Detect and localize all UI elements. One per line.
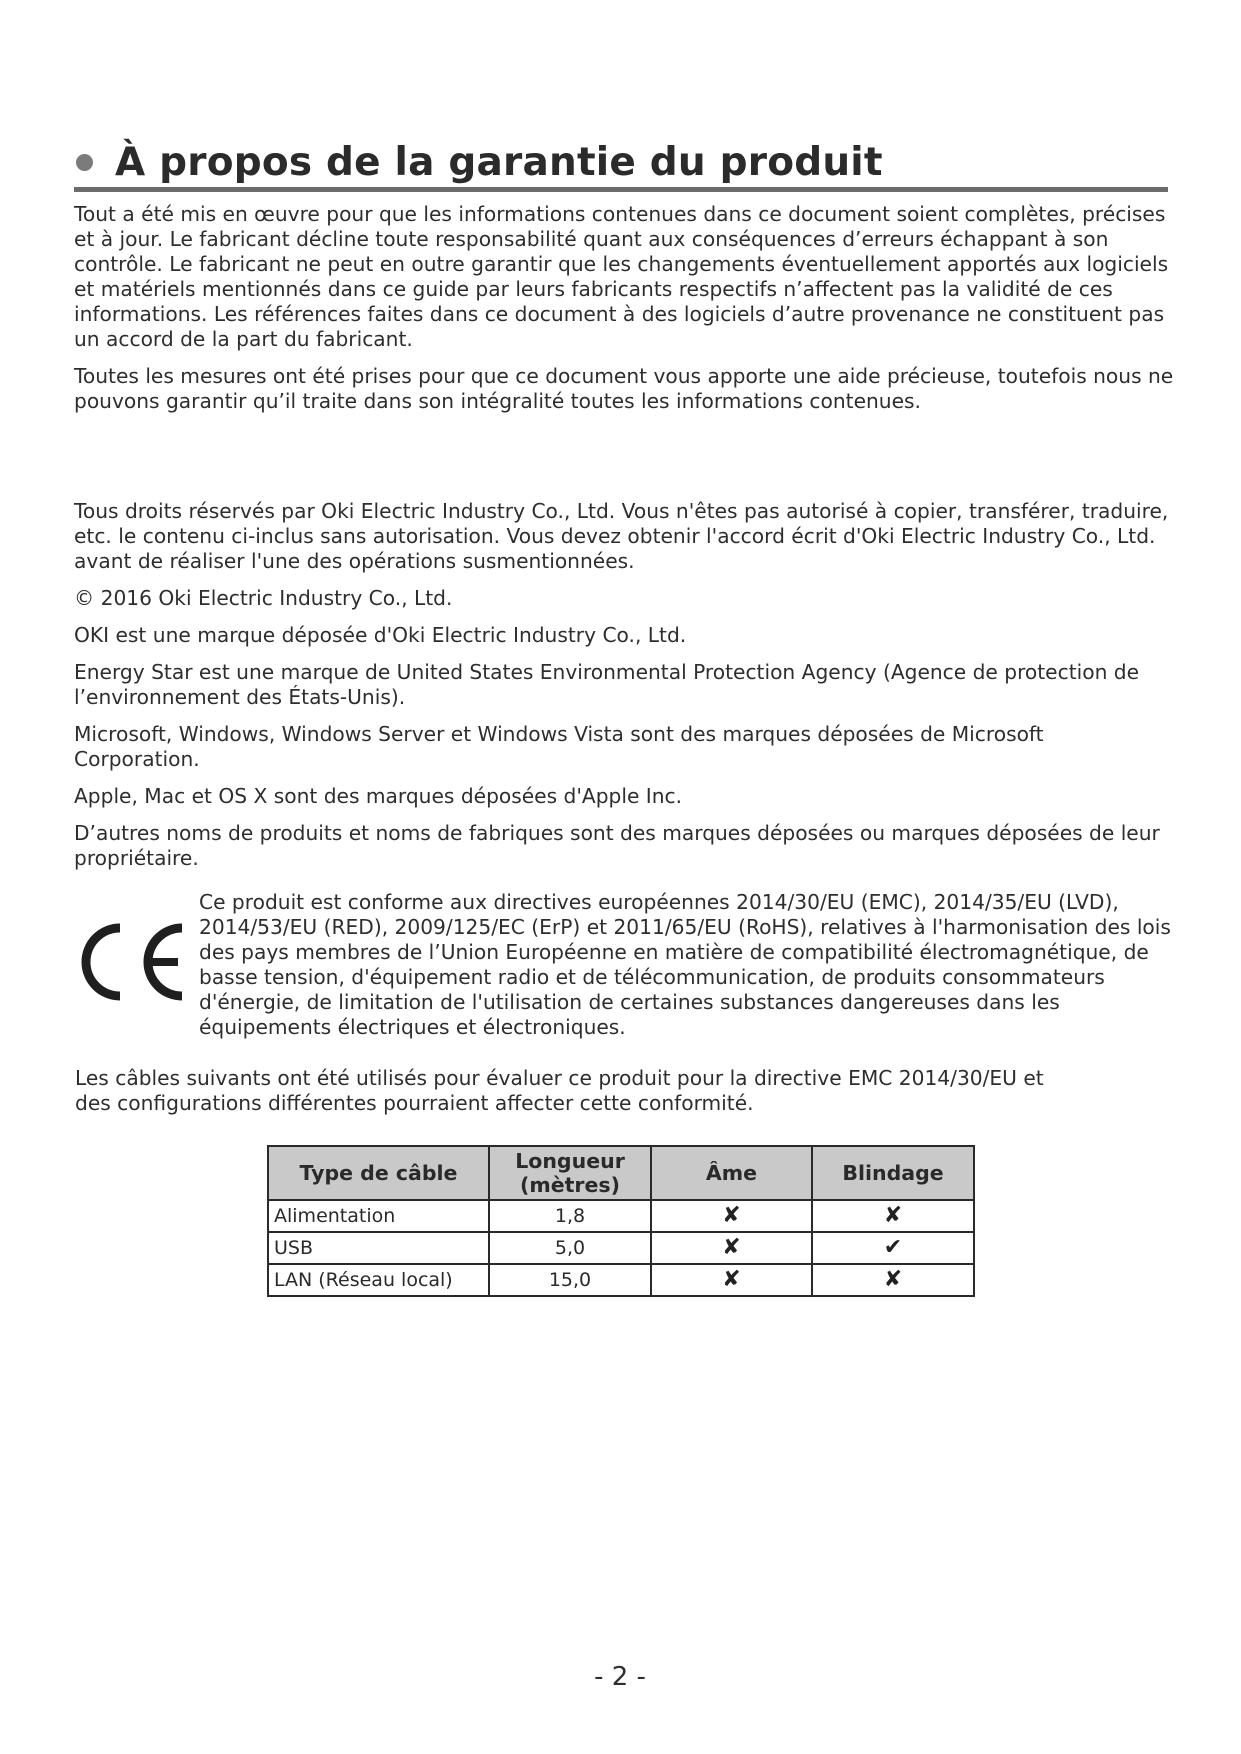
- cell-length: 5,0: [489, 1232, 651, 1264]
- cell-length: 1,8: [489, 1200, 651, 1232]
- header-length-line2: (mètres): [519, 1173, 621, 1197]
- trademark-microsoft: Microsoft, Windows, Windows Server et Windows Vista sont des marques déposées de Microsoft Corporation.: [74, 722, 1044, 771]
- heading-underline: [74, 187, 1168, 192]
- cross-icon: ✘: [883, 1267, 903, 1292]
- header-core: Âme: [651, 1146, 812, 1200]
- header-cable-type: Type de câble: [268, 1146, 489, 1200]
- cell-type: LAN (Réseau local): [268, 1264, 489, 1296]
- cross-icon: ✘: [722, 1203, 741, 1228]
- cable-table: [267, 1145, 975, 1297]
- cell-length: 15,0: [489, 1264, 651, 1296]
- page-number: - 2 -: [594, 1662, 646, 1692]
- trademark-other: D’autres noms de produits et noms de fabriques sont des marques déposées ou marques déposées de leur propriétaire.: [74, 821, 1160, 870]
- header-shield: Blindage: [812, 1146, 974, 1200]
- cross-icon: ✘: [722, 1235, 741, 1260]
- legal-section: [74, 499, 1174, 883]
- cell-type: USB: [268, 1232, 489, 1264]
- cross-icon: ✘: [722, 1267, 741, 1292]
- cell-shield: [812, 1232, 974, 1264]
- ce-mark-icon: [80, 922, 190, 1002]
- warranty-section: [74, 202, 1174, 426]
- cell-shield: [812, 1264, 974, 1296]
- table-header-row: [268, 1146, 974, 1200]
- trademark-oki: OKI est une marque déposée d'Oki Electric Industry Co., Ltd.: [74, 623, 687, 647]
- cell-core: [651, 1264, 812, 1296]
- copyright-line: © 2016 Oki Electric Industry Co., Ltd.: [74, 586, 453, 610]
- cell-core: [651, 1200, 812, 1232]
- table-row: [268, 1264, 974, 1296]
- check-icon: ✔: [883, 1235, 903, 1260]
- cell-core: [651, 1232, 812, 1264]
- cables-intro: Les câbles suivants ont été utilisés pour évaluer ce produit pour la directive EMC 2014/30/EU et des configurations différentes pourraient affecter cette conformité.: [75, 1066, 1044, 1115]
- cell-type: Alimentation: [268, 1200, 489, 1232]
- warranty-paragraph-1: Tout a été mis en œuvre pour que les informations contenues dans ce document soient complètes, précises et à jour. Le fabricant décline toute responsabilité quant aux conséquences d’erreurs échappant à son contrôle. Le fabricant ne peut en outre garantir que les changements éventuellement apportés aux logiciels et matériels mentionnés dans ce guide par leurs fabricants respectifs n’affectent pas la validité de ces informations. Les références faites dans ce document à des logiciels d’autre provenance ne constituent pas un accord de la part du fabricant.: [74, 202, 1169, 351]
- header-length: [489, 1146, 651, 1200]
- ce-compliance-text: Ce produit est conforme aux directives européennes 2014/30/EU (EMC), 2014/35/EU (LVD), 2014/53/EU (RED), 2009/125/EC (ErP) et 2011/65/EU (RoHS), relatives à l'harmonisation des lois des pays membres de l’Union Européenne en matière de compatibilité électromagnétique, de basse tension, d'équipement radio et de télécommunication, de produits consommateurs d'énergie, de limitation de l'utilisation de certaines substances dangereuses dans les équipements électriques et électroniques.: [199, 890, 1171, 1039]
- table-row: [268, 1200, 974, 1232]
- section-heading: [74, 136, 1168, 188]
- header-length-line1: Longueur: [515, 1149, 625, 1173]
- trademark-apple: Apple, Mac et OS X sont des marques déposées d'Apple Inc.: [74, 784, 683, 808]
- table-row: [268, 1232, 974, 1264]
- page-title: À propos de la garantie du produit: [115, 139, 883, 185]
- ce-mark-logo: [80, 922, 190, 1002]
- cell-shield: [812, 1200, 974, 1232]
- cross-icon: ✘: [883, 1203, 903, 1228]
- copyright-notice: Tous droits réservés par Oki Electric Industry Co., Ltd. Vous n'êtes pas autorisé à copier, transférer, traduire, etc. le contenu ci-inclus sans autorisation. Vous devez obtenir l'accord écrit d'Oki Electric Industry Co., Ltd. avant de réaliser l'une des opérations susmentionnées.: [74, 499, 1169, 573]
- trademark-energy-star: Energy Star est une marque de United States Environmental Protection Agency (Agence de protection de l’environnement des États-Unis).: [74, 660, 1140, 709]
- bullet-icon: [76, 154, 93, 171]
- warranty-paragraph-2: Toutes les mesures ont été prises pour que ce document vous apporte une aide précieuse, toutefois nous ne pouvons garantir qu’il traite dans son intégralité toutes les informations contenues.: [74, 364, 1174, 413]
